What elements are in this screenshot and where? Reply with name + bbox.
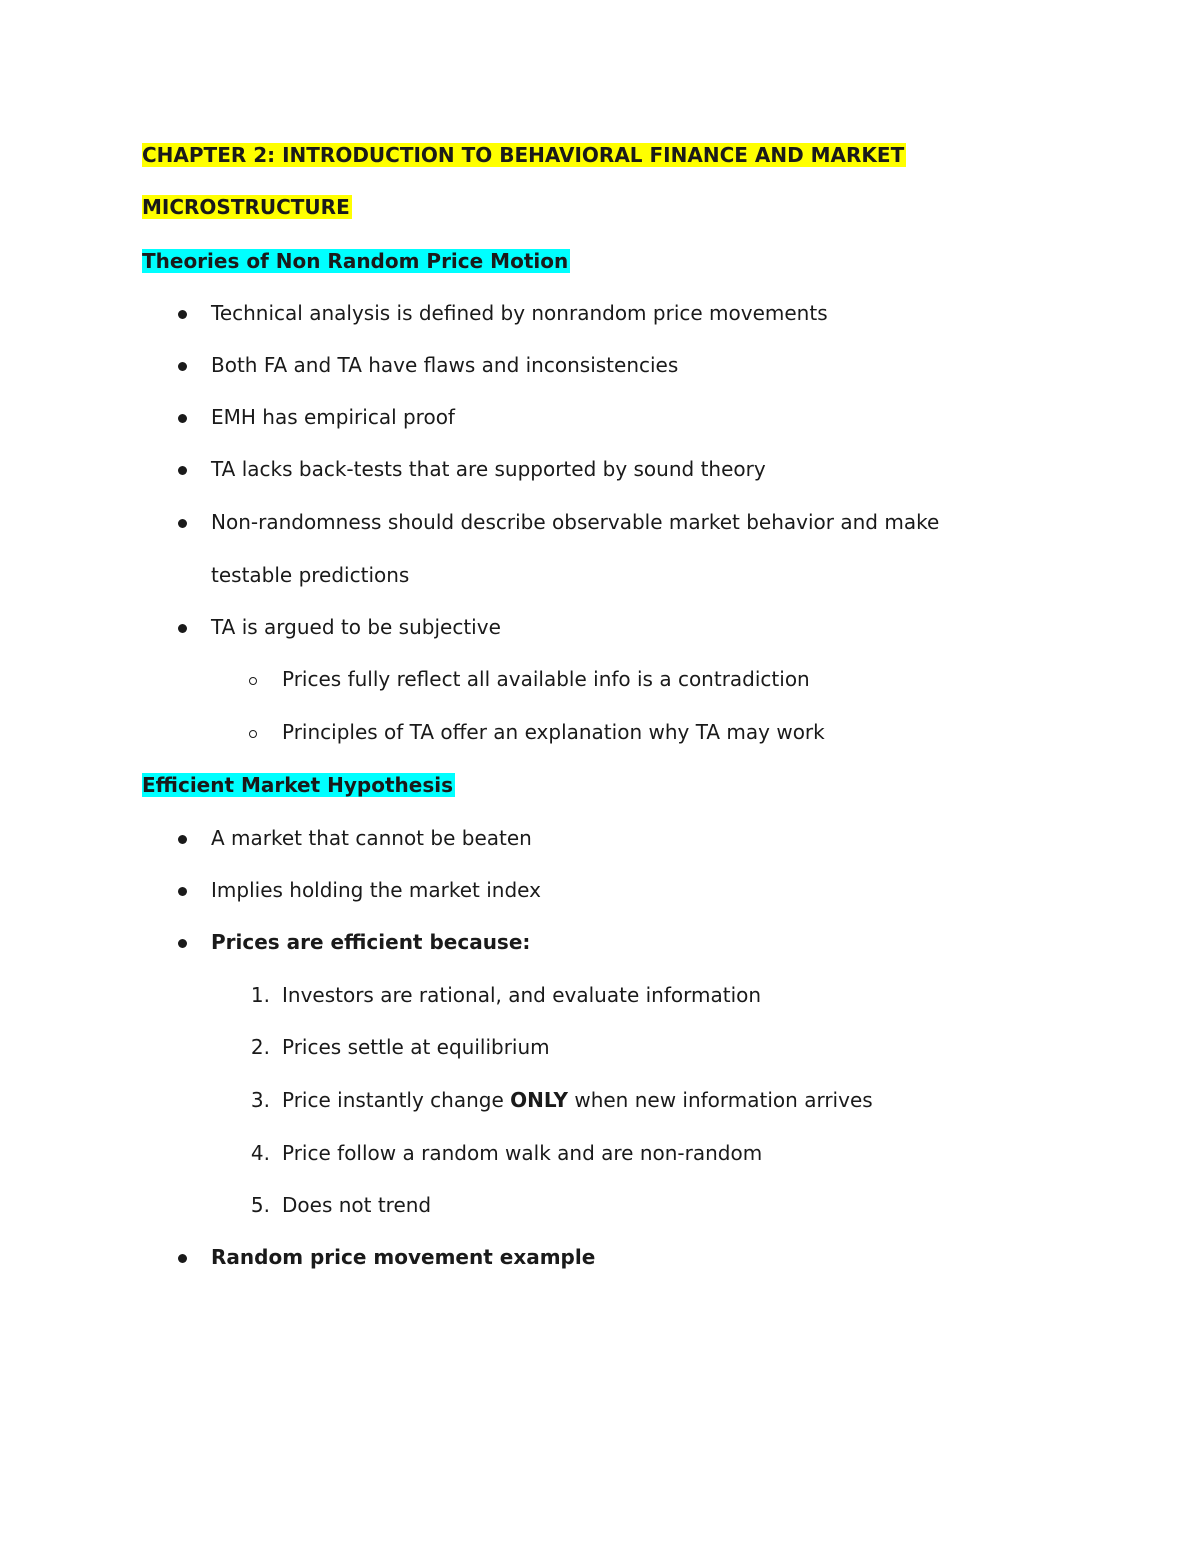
bullet-icon	[178, 362, 187, 371]
section-heading-emh	[142, 771, 455, 799]
list-item: Non-randomness should describe observable market behavior and make	[211, 510, 940, 534]
section-heading-theories	[142, 247, 570, 275]
list-item-bold: Random price movement example	[211, 1245, 596, 1269]
numbered-item: Price follow a random walk and are non-random	[282, 1141, 763, 1165]
list-item: TA is argued to be subjective	[211, 615, 501, 639]
list-number: 5.	[250, 1193, 270, 1217]
bullet-icon	[178, 887, 187, 896]
list-item: Both FA and TA have flaws and inconsistencies	[211, 353, 679, 377]
bullet-icon	[178, 1254, 187, 1263]
bullet-icon	[178, 466, 187, 475]
list-item: A market that cannot be beaten	[211, 826, 532, 850]
list-item: Technical analysis is defined by nonrandom price movements	[211, 301, 828, 325]
chapter-title-text-1: CHAPTER 2: INTRODUCTION TO BEHAVIORAL FINANCE AND MARKET	[142, 143, 905, 167]
list-item: Implies holding the market index	[211, 878, 541, 902]
list-item-bold: Prices are efficient because:	[211, 930, 531, 954]
list-item: EMH has empirical proof	[211, 405, 455, 429]
bullet-icon	[178, 519, 187, 528]
sub-list-item: Prices fully reflect all available info is a contradiction	[282, 667, 810, 691]
chapter-title-line-2	[142, 193, 352, 221]
numbered-item: Investors are rational, and evaluate information	[282, 983, 762, 1007]
list-number: 3.	[250, 1088, 270, 1112]
numbered-item-text-bold: ONLY	[510, 1088, 568, 1112]
bullet-icon	[178, 835, 187, 844]
numbered-item-text-post: when new information arrives	[567, 1088, 873, 1112]
section-heading-emh-text: Efficient Market Hypothesis	[142, 773, 453, 797]
bullet-icon	[178, 939, 187, 948]
chapter-title-line-1	[142, 141, 906, 169]
numbered-item: Does not trend	[282, 1193, 432, 1217]
numbered-item: Prices settle at equilibrium	[282, 1035, 550, 1059]
list-number: 2.	[250, 1035, 270, 1059]
list-number: 1.	[250, 983, 270, 1007]
chapter-title-text-2: MICROSTRUCTURE	[142, 195, 350, 219]
list-item-continuation: testable predictions	[211, 563, 410, 587]
list-item: TA lacks back-tests that are supported by sound theory	[211, 457, 766, 481]
sub-list-item: Principles of TA offer an explanation why TA may work	[282, 720, 825, 744]
sub-bullet-icon	[249, 730, 257, 738]
section-heading-theories-text: Theories of Non Random Price Motion	[142, 249, 569, 273]
bullet-icon	[178, 310, 187, 319]
list-number: 4.	[250, 1141, 270, 1165]
numbered-item	[282, 1086, 873, 1114]
sub-bullet-icon	[249, 677, 257, 685]
bullet-icon	[178, 414, 187, 423]
numbered-item-text-pre: Price instantly change	[282, 1088, 511, 1112]
bullet-icon	[178, 624, 187, 633]
